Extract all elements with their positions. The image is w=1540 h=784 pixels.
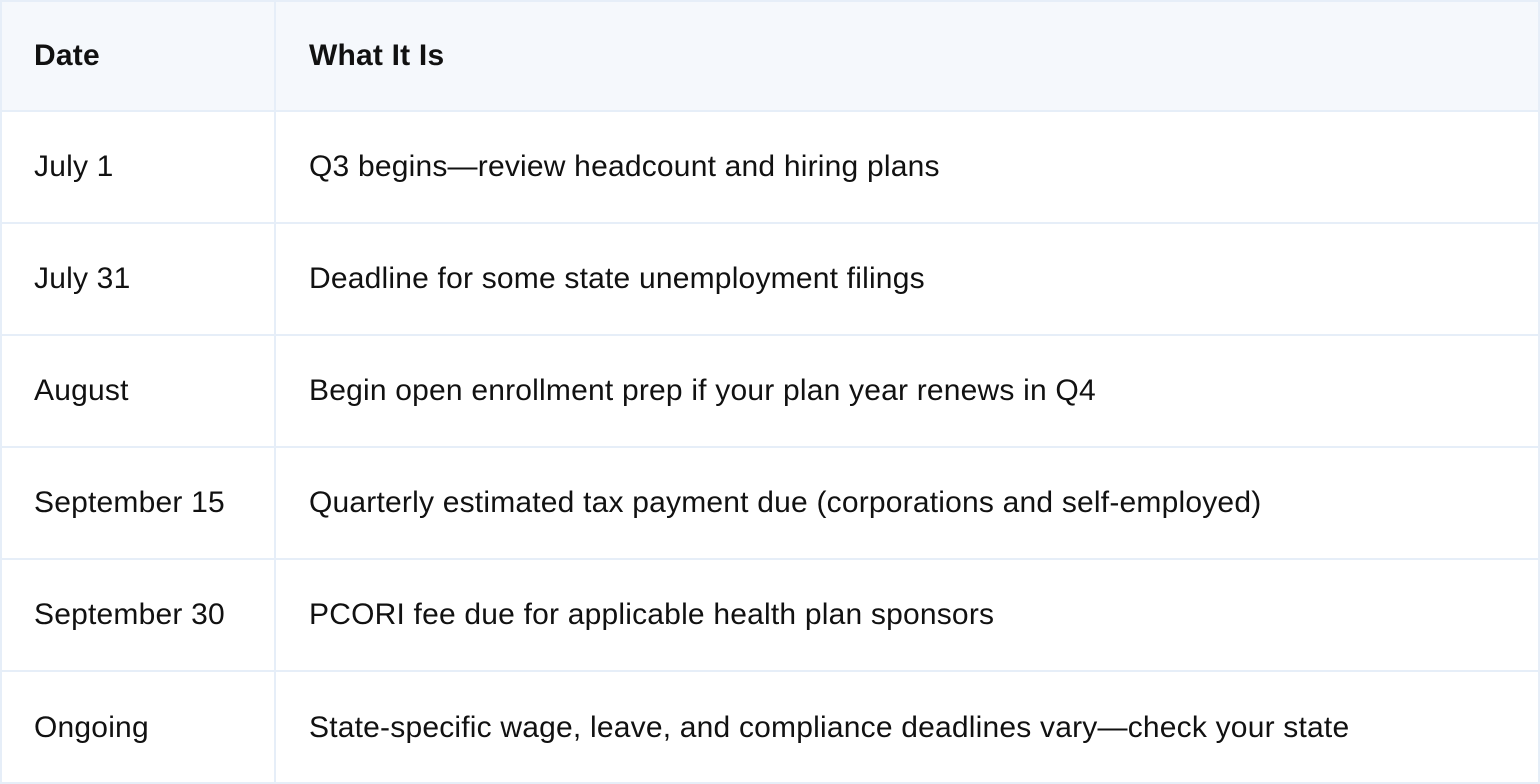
- table-row-date: August: [2, 336, 276, 448]
- table-row-description: Begin open enrollment prep if your plan year renews in Q4: [276, 336, 1538, 448]
- table-row-description: Deadline for some state unemployment filings: [276, 224, 1538, 336]
- column-header-what-it-is: What It Is: [276, 2, 1538, 112]
- table-row-date: Ongoing: [2, 672, 276, 784]
- table-row-description: PCORI fee due for applicable health plan sponsors: [276, 560, 1538, 672]
- table-row-date: September 30: [2, 560, 276, 672]
- table-row-date: July 1: [2, 112, 276, 224]
- table-row-description: Quarterly estimated tax payment due (corporations and self-employed): [276, 448, 1538, 560]
- table-row-date: July 31: [2, 224, 276, 336]
- table-row-description: State-specific wage, leave, and compliance deadlines vary—check your state: [309, 711, 1350, 744]
- column-header-date: Date: [2, 2, 276, 112]
- table-row-description: Q3 begins—review headcount and hiring plans: [276, 112, 1538, 224]
- table-row-date: September 15: [2, 448, 276, 560]
